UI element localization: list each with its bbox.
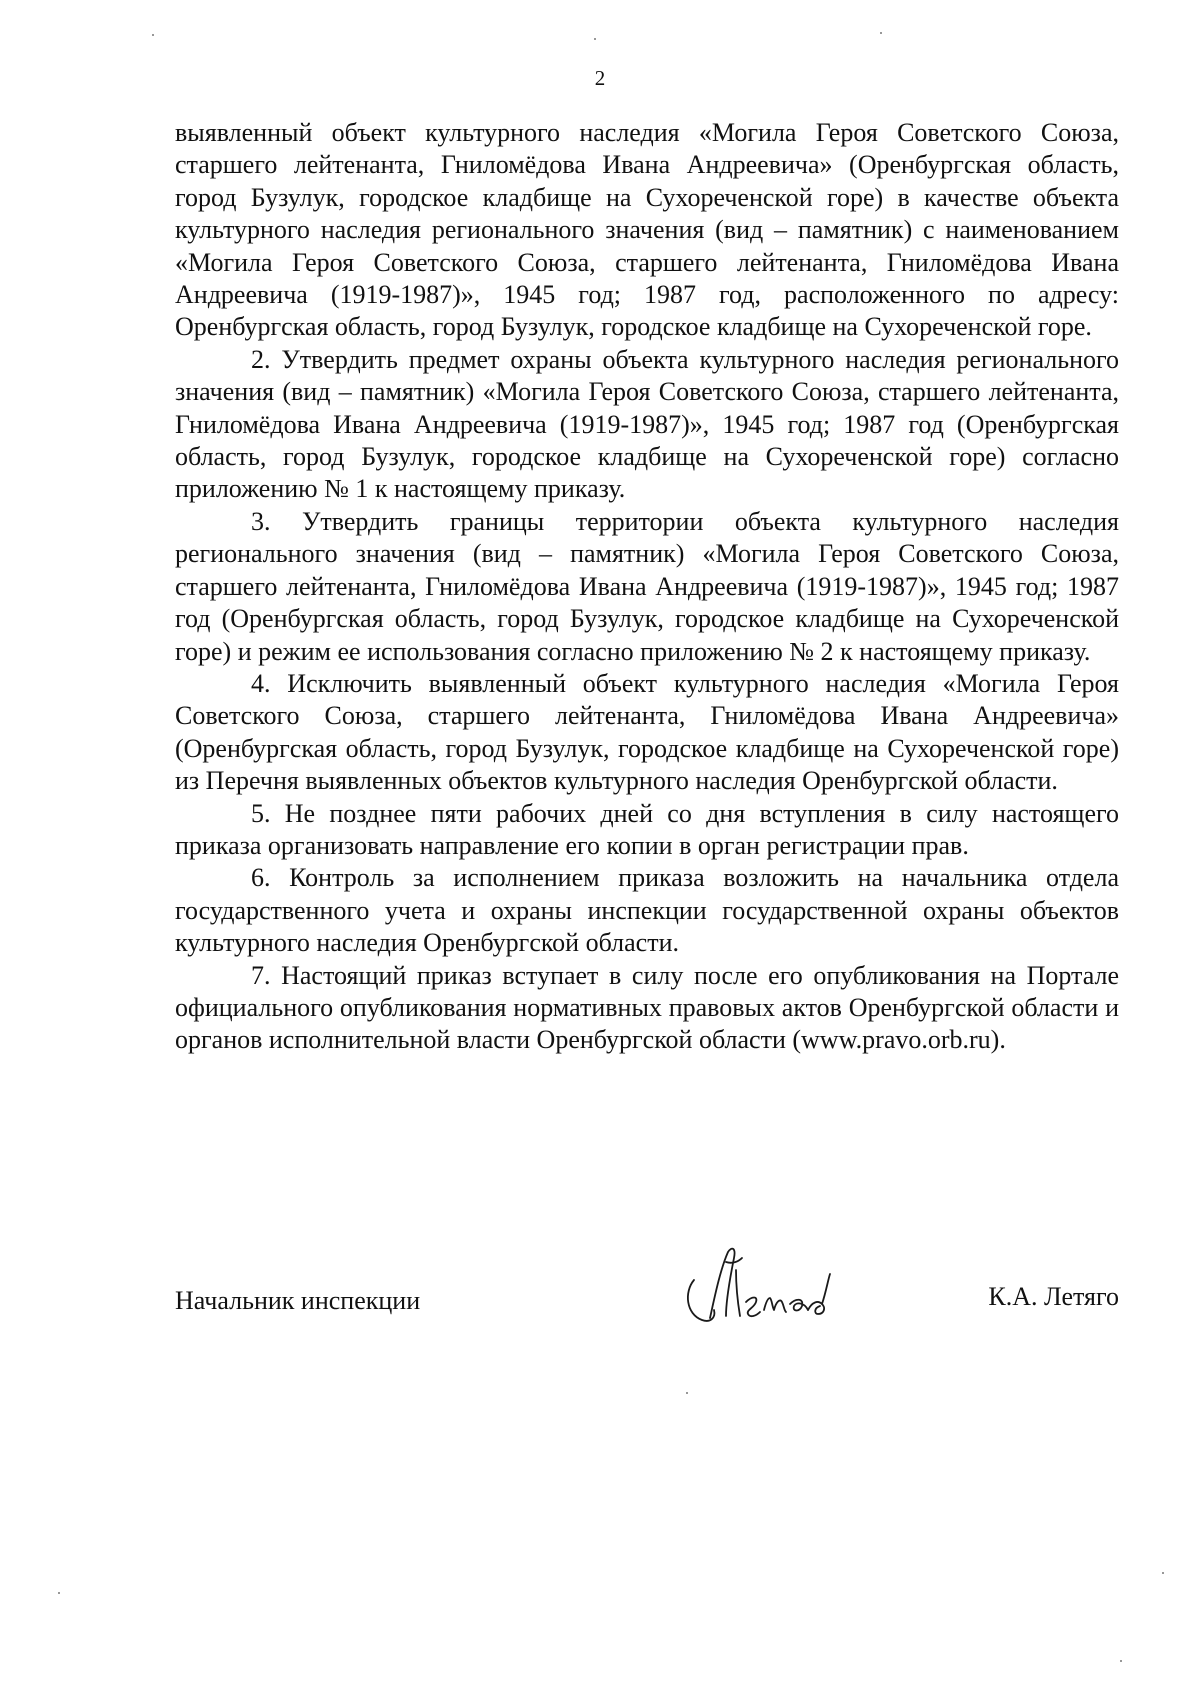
scan-speck [58,1592,60,1594]
paragraph-item-2: 2. Утвердить предмет охраны объекта культурного наследия регионального значения (вид – памятник) «Могила Героя Советского Союза, старшего лейтенанта, Гниломёдова Ивана Андреевича (1919-1987)», 1945 год; 1987 год (Оренбургская область, город Бузулук, городское кладбище на Сухореченской горе) согласно приложению № 1 к настоящему приказу. [175,344,1119,504]
scan-speck [1120,1660,1122,1662]
scan-speck [1162,1572,1164,1574]
page-number: 2 [594,66,606,90]
scan-speck [152,34,154,36]
scan-speck [880,32,882,34]
paragraph-item-7: 7. Настоящий приказ вступает в силу после его опубликования на Портале официального опубликования нормативных правовых актов Оренбургской области и органов исполнительной власти Оренбургской области (www.pravo.orb.ru). [175,960,1119,1055]
scan-speck [686,1392,688,1394]
signature-block [175,1268,1119,1328]
document-body [175,117,1119,1057]
paragraph-continuation: выявленный объект культурного наследия «Могила Героя Советского Союза, старшего лейтенанта, Гниломёдова Ивана Андреевича» (Оренбургская область, город Бузулук, городское кладбище на Сухореченской горе) в качестве объекта культурного наследия регионального значения (вид – памятник) с наименованием «Могила Героя Советского Союза, старшего лейтенанта, Гниломёдова Ивана Андреевича (1919-1987)», 1945 год; 1987 год, расположенного по адресу: Оренбургская область, город Бузулук, городское кладбище на Сухореченской горе. [175,118,1119,342]
signer-position: Начальник инспекции [175,1286,421,1315]
handwritten-signature [680,1240,850,1332]
signer-name: К.А. Летяго [988,1282,1119,1311]
paragraph-item-5: 5. Не позднее пяти рабочих дней со дня вступления в силу настоящего приказа организовать направление его копии в орган регистрации прав. [175,798,1119,860]
paragraph-item-3: 3. Утвердить границы территории объекта культурного наследия регионального значения (вид – памятник) «Могила Героя Советского Союза, старшего лейтенанта, Гниломёдова Ивана Андреевича (1919-1987)», 1945 год; 1987 год (Оренбургская область, город Бузулук, городское кладбище на Сухореченской горе) и режим ее использования согласно приложению № 2 к настоящему приказу. [175,506,1119,666]
scan-speck [594,38,596,40]
paragraph-item-6: 6. Контроль за исполнением приказа возложить на начальника отдела государственного учета и охраны инспекции государственной охраны объектов культурного наследия Оренбургской области. [175,863,1119,958]
paragraph-item-4: 4. Исключить выявленный объект культурного наследия «Могила Героя Советского Союза, старшего лейтенанта, Гниломёдова Ивана Андреевича» (Оренбургская область, город Бузулук, городское кладбище на Сухореченской горе) из Перечня выявленных объектов культурного наследия Оренбургской области. [175,668,1119,796]
